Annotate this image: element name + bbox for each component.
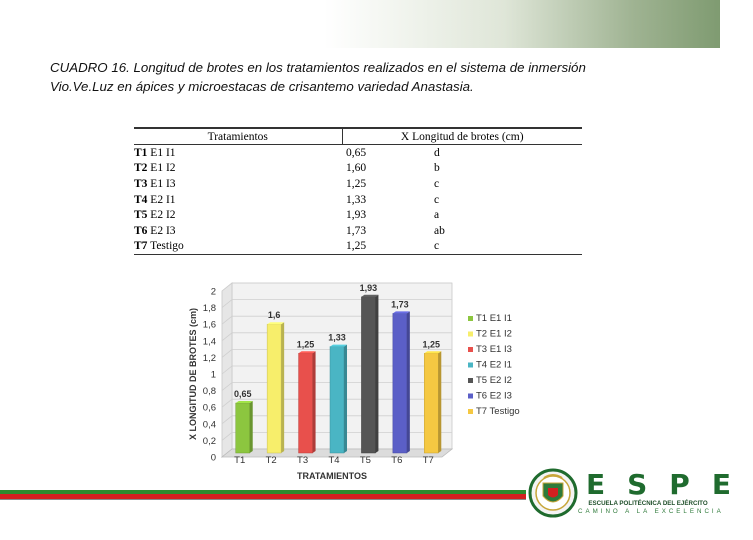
table-cell-treatment <box>134 207 282 223</box>
crest-icon <box>528 466 578 520</box>
data-label: 1,73 <box>391 299 409 310</box>
bar-t2 <box>267 324 281 453</box>
legend-swatch <box>468 378 473 383</box>
table-cell-group: c <box>434 239 582 255</box>
treatment-code: T3 <box>134 177 148 190</box>
table-cell-treatment <box>134 192 282 208</box>
table-row <box>134 239 582 255</box>
bar-side-t1 <box>250 401 253 453</box>
treatment-code: T4 <box>134 193 148 206</box>
treatment-code: T5 <box>134 209 148 222</box>
treatment-label: E2 I3 <box>150 224 176 237</box>
table-cell-empty <box>282 207 342 223</box>
bar-t4 <box>330 347 344 453</box>
table-row <box>134 223 582 239</box>
y-tick-label: 1,8 <box>202 303 216 315</box>
y-axis-title: X LONGITUD DE BROTES (cm) <box>188 307 198 441</box>
results-table <box>134 127 582 255</box>
table-cell-empty <box>282 239 342 255</box>
bar-t3 <box>299 353 313 453</box>
footer-gray-line <box>0 499 526 500</box>
treatment-code: T1 <box>134 146 148 159</box>
x-tick-label: T4 <box>328 455 340 466</box>
y-tick-label: 0,4 <box>202 419 216 431</box>
table-cell-value: 1,93 <box>346 209 367 222</box>
logo-slogan: CAMINO A LA EXCELENCIA <box>578 508 724 515</box>
bar-side-t3 <box>313 351 316 453</box>
treatment-code: T2 <box>134 162 148 175</box>
treatment-label: E1 I1 <box>150 146 176 159</box>
bar-t1 <box>236 403 250 453</box>
table-cell-value: 1,25 <box>342 239 434 255</box>
table-cell-empty <box>282 223 342 239</box>
table-header-treatments: Tratamientos <box>134 128 342 145</box>
bar-side-t2 <box>281 322 284 453</box>
data-label: 0,65 <box>233 389 252 400</box>
data-label: 1,6 <box>267 310 281 321</box>
bar-chart <box>180 275 530 485</box>
treatment-code: T7 <box>134 240 148 253</box>
data-label: 1,93 <box>359 282 378 293</box>
x-tick-label: T3 <box>297 455 309 466</box>
table-row <box>134 161 582 177</box>
table-cell-treatment <box>134 223 282 239</box>
legend-label: T6 E2 I3 <box>476 390 512 402</box>
x-tick-label: T5 <box>359 455 371 466</box>
x-axis-title: TRATAMIENTOS <box>297 471 367 481</box>
y-tick-label: 2 <box>210 286 216 298</box>
x-tick-label: T6 <box>391 455 403 466</box>
bar-t6 <box>393 313 407 453</box>
table-cell-empty <box>282 192 342 208</box>
table-cell-group: ab <box>434 224 445 237</box>
header-band <box>0 0 720 48</box>
table-cell-group: d <box>434 146 440 159</box>
bar-side-t6 <box>407 311 410 453</box>
treatment-label: E1 I3 <box>150 177 176 190</box>
legend-label: T7 Testigo <box>476 406 520 417</box>
table-row <box>134 176 582 192</box>
legend-swatch <box>468 347 473 352</box>
caption <box>50 58 686 96</box>
x-tick-label: T2 <box>265 455 277 466</box>
table-cell-group: c <box>434 177 440 190</box>
data-label: 1,25 <box>422 339 441 350</box>
treatment-label: E2 I2 <box>150 209 176 222</box>
table-cell-empty <box>282 176 342 192</box>
table-cell-group: a <box>434 209 440 222</box>
logo-institution: ESCUELA POLITÉCNICA DEL EJÉRCITO <box>588 500 708 507</box>
bar-t5 <box>361 297 375 453</box>
y-tick-label: 1 <box>210 369 216 381</box>
data-label: 1,33 <box>328 332 346 343</box>
logo-wordmark: ESPE <box>586 468 753 501</box>
caption-line-2: Vio.Ve.Luz en ápices y microestacas de crisantemo variedad Anastasia. <box>50 79 474 94</box>
table-body <box>134 145 582 255</box>
table-cell-group: b <box>434 162 440 175</box>
table-cell-treatment <box>134 176 282 192</box>
treatment-label: Testigo <box>150 240 184 253</box>
table-header-length: X Longitud de brotes (cm) <box>342 128 582 145</box>
x-tick-label: T7 <box>422 455 434 466</box>
legend-swatch <box>468 332 473 337</box>
bar-side-t4 <box>344 345 347 453</box>
legend-swatch <box>468 363 473 368</box>
table-cell-empty <box>282 145 342 161</box>
table-cell-empty <box>282 161 342 177</box>
y-tick-label: 1,6 <box>202 319 216 331</box>
y-tick-label: 1,4 <box>202 336 216 348</box>
table-cell-value: 1,33 <box>346 193 367 206</box>
legend-label: T4 E2 I1 <box>476 359 512 371</box>
table-cell-value: 0,65 <box>346 146 367 159</box>
legend-label: T5 E2 I2 <box>476 375 512 386</box>
caption-line-1: CUADRO 16. Longitud de brotes en los tratamientos realizados en el sistema de inmersión <box>50 60 586 75</box>
y-tick-label: 0,8 <box>202 386 216 398</box>
treatment-label: E1 I2 <box>150 162 176 175</box>
legend-swatch <box>468 409 473 414</box>
table-row <box>134 192 582 208</box>
treatment-code: T6 <box>134 224 148 237</box>
y-tick-label: 0 <box>210 452 216 464</box>
legend-label: T3 E1 I3 <box>476 344 512 355</box>
legend-swatch <box>468 394 473 399</box>
bar-side-t7 <box>438 351 441 453</box>
legend-label: T2 E1 I2 <box>476 328 512 340</box>
table-cell-value: 1,60 <box>346 162 367 175</box>
espe-logo <box>528 466 753 526</box>
table-cell-treatment <box>134 161 282 177</box>
table-cell-group: c <box>434 193 440 206</box>
y-tick-label: 0,6 <box>202 402 216 414</box>
bar-t7 <box>424 353 438 453</box>
y-tick-label: 0,2 <box>202 435 216 447</box>
table-cell-value: 1,25 <box>346 177 367 190</box>
x-tick-label: T1 <box>234 455 246 466</box>
table-row <box>134 207 582 223</box>
table-cell-treatment <box>134 239 282 255</box>
legend-label: T1 E1 I1 <box>476 313 512 324</box>
legend-swatch <box>468 316 473 321</box>
bar-side-t5 <box>375 295 378 453</box>
y-tick-label: 1,2 <box>202 352 216 364</box>
table-row <box>134 145 582 161</box>
treatment-label: E2 I1 <box>150 193 176 206</box>
table-cell-treatment <box>134 145 282 161</box>
table-cell-value: 1,73 <box>346 224 367 237</box>
data-label: 1,25 <box>296 339 315 350</box>
